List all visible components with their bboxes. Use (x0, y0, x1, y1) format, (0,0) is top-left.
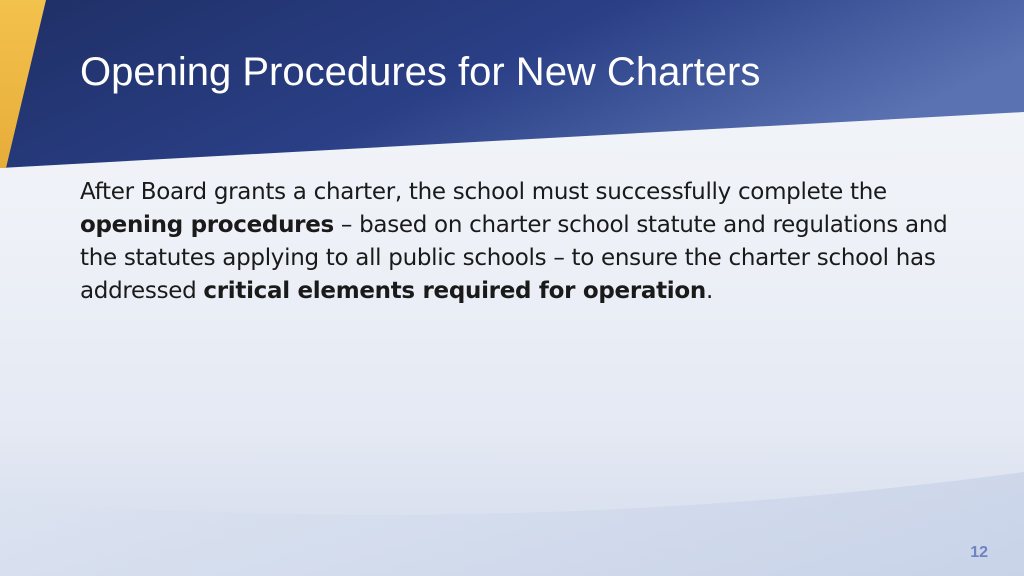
body-bold-critical-elements: critical elements required for operation (203, 278, 706, 304)
body-text-part-1: After Board grants a charter, the school must successfully complete the (80, 179, 887, 205)
body-paragraph (80, 176, 960, 308)
bottom-wave-shape (0, 472, 1024, 576)
body-text-part-2: – based on charter school statute and regulations and the statutes applying to all public schools – to ensure the charter school has addressed (80, 212, 948, 304)
body-text-part-3: . (705, 278, 713, 304)
slide-title: Opening Procedures for New Charters (80, 50, 761, 94)
body-bold-opening-procedures: opening procedures (80, 212, 334, 238)
page-number: 12 (970, 544, 988, 561)
